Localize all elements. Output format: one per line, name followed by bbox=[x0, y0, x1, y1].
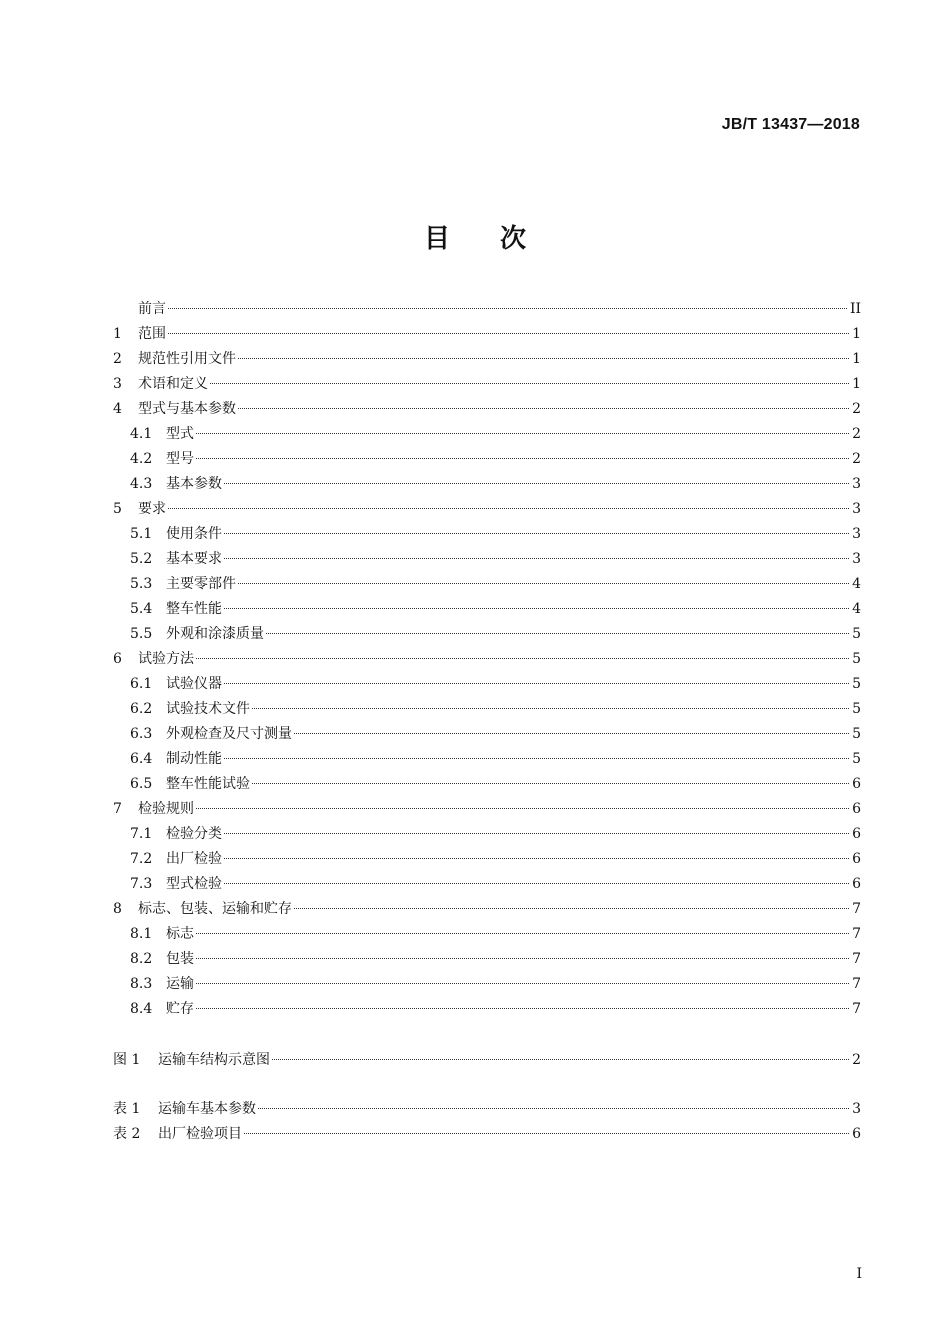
toc-entry-number: 6.4 bbox=[130, 751, 153, 767]
toc-entry-title: 型式 bbox=[166, 426, 194, 442]
toc-entry[interactable] bbox=[113, 497, 861, 522]
toc-entry-number: 5.4 bbox=[130, 601, 153, 617]
toc-entry[interactable] bbox=[113, 597, 861, 622]
toc-entry[interactable] bbox=[113, 1122, 861, 1147]
toc-entry[interactable] bbox=[113, 447, 861, 472]
toc-entry-number: 表 1 bbox=[113, 1101, 141, 1117]
dot-leader bbox=[224, 858, 849, 859]
toc-entry-title: 整车性能试验 bbox=[166, 776, 250, 792]
toc-entry-page: 6 bbox=[852, 851, 861, 867]
toc-entry-title: 运输 bbox=[166, 976, 194, 992]
toc-entry-title: 术语和定义 bbox=[138, 376, 208, 392]
toc-entry[interactable] bbox=[113, 722, 861, 747]
toc-entry-number: 7 bbox=[113, 801, 122, 817]
toc-entry[interactable] bbox=[113, 947, 861, 972]
toc-tables bbox=[113, 1097, 861, 1147]
toc-entry[interactable] bbox=[113, 922, 861, 947]
toc-entry[interactable] bbox=[113, 397, 861, 422]
toc-entry-title: 包装 bbox=[166, 951, 194, 967]
toc-figures bbox=[113, 1048, 861, 1073]
toc-entry-page: 3 bbox=[852, 501, 861, 517]
toc-sections bbox=[113, 297, 861, 1022]
toc-entry-number: 4.2 bbox=[130, 451, 153, 467]
toc-entry-title: 范围 bbox=[138, 326, 166, 342]
toc-entry-page: 4 bbox=[852, 601, 861, 617]
toc-entry[interactable] bbox=[113, 997, 861, 1022]
toc-entry-title: 标志、包装、运输和贮存 bbox=[138, 901, 292, 917]
dot-leader bbox=[224, 483, 849, 484]
toc-entry-title: 运输车基本参数 bbox=[158, 1101, 256, 1117]
toc-entry-page: 3 bbox=[852, 551, 861, 567]
toc-entry-number: 3 bbox=[113, 376, 122, 392]
toc-entry-number: 7.2 bbox=[130, 851, 153, 867]
dot-leader bbox=[252, 708, 849, 709]
toc-entry[interactable] bbox=[113, 472, 861, 497]
toc-entry-page: 7 bbox=[852, 901, 861, 917]
dot-leader bbox=[196, 933, 849, 934]
toc-entry-number: 5.5 bbox=[130, 626, 153, 642]
toc-entry-title: 出厂检验 bbox=[166, 851, 222, 867]
toc-entry-page: 6 bbox=[852, 1126, 861, 1142]
toc-entry-page: 2 bbox=[852, 426, 861, 442]
dot-leader bbox=[196, 808, 849, 809]
toc-entry[interactable] bbox=[113, 1097, 861, 1122]
dot-leader bbox=[196, 658, 849, 659]
toc-entry-title: 试验技术文件 bbox=[166, 701, 250, 717]
toc-entry-page: 5 bbox=[852, 701, 861, 717]
toc-entry[interactable] bbox=[113, 672, 861, 697]
page-title: 目次 bbox=[423, 224, 576, 254]
toc-entry-number: 6.5 bbox=[130, 776, 153, 792]
toc-entry-title: 出厂检验项目 bbox=[158, 1126, 242, 1142]
toc-entry-title: 使用条件 bbox=[166, 526, 222, 542]
page-number: I bbox=[856, 1266, 862, 1282]
toc-entry-number: 4 bbox=[113, 401, 122, 417]
toc-entry-number: 8.2 bbox=[130, 951, 153, 967]
dot-leader bbox=[196, 983, 849, 984]
toc-entry-title: 整车性能 bbox=[166, 601, 222, 617]
toc-entry-number: 5.3 bbox=[130, 576, 153, 592]
toc-entry-title: 型号 bbox=[166, 451, 194, 467]
toc-entry-title: 试验仪器 bbox=[166, 676, 222, 692]
toc-entry[interactable] bbox=[113, 822, 861, 847]
dot-leader bbox=[196, 958, 849, 959]
toc-entry-number: 4.3 bbox=[130, 476, 153, 492]
dot-leader bbox=[224, 883, 849, 884]
toc-entry-page: 1 bbox=[852, 326, 861, 342]
toc-entry[interactable] bbox=[113, 797, 861, 822]
dot-leader bbox=[224, 833, 849, 834]
toc-entry-title: 检验规则 bbox=[138, 801, 194, 817]
toc-entry-page: 3 bbox=[852, 526, 861, 542]
toc-entry-title: 试验方法 bbox=[138, 651, 194, 667]
toc-entry-page: 5 bbox=[852, 726, 861, 742]
toc-entry-title: 外观和涂漆质量 bbox=[166, 626, 264, 642]
toc-entry-page: 5 bbox=[852, 676, 861, 692]
toc-entry[interactable] bbox=[113, 1048, 861, 1073]
dot-leader bbox=[294, 908, 849, 909]
toc-entry-page: II bbox=[849, 301, 861, 317]
dot-leader bbox=[224, 683, 849, 684]
toc-entry-number: 5 bbox=[113, 501, 122, 517]
toc-entry[interactable] bbox=[113, 297, 861, 322]
toc-entry-title: 外观检查及尺寸测量 bbox=[166, 726, 292, 742]
toc-entry-title: 型式检验 bbox=[166, 876, 222, 892]
dot-leader bbox=[168, 333, 849, 334]
toc-entry-page: 3 bbox=[852, 476, 861, 492]
dot-leader bbox=[210, 383, 849, 384]
toc-entry[interactable] bbox=[113, 622, 861, 647]
toc-entry-title: 规范性引用文件 bbox=[138, 351, 236, 367]
toc-entry-page: 7 bbox=[852, 926, 861, 942]
dot-leader bbox=[196, 458, 849, 459]
toc-entry-page: 5 bbox=[852, 651, 861, 667]
toc-entry-number: 7.1 bbox=[130, 826, 153, 842]
toc-entry-number: 8.3 bbox=[130, 976, 153, 992]
toc-entry-number: 8.4 bbox=[130, 1001, 153, 1017]
toc-entry[interactable] bbox=[113, 372, 861, 397]
toc-entry-number: 8 bbox=[113, 901, 122, 917]
dot-leader bbox=[252, 783, 849, 784]
toc-entry-title: 型式与基本参数 bbox=[138, 401, 236, 417]
dot-leader bbox=[238, 408, 849, 409]
toc-entry[interactable] bbox=[113, 897, 861, 922]
toc-entry-page: 2 bbox=[852, 401, 861, 417]
toc-entry-page: 6 bbox=[852, 801, 861, 817]
dot-leader bbox=[168, 508, 849, 509]
toc-entry-number: 2 bbox=[113, 351, 122, 367]
toc-entry-title: 前言 bbox=[138, 301, 166, 317]
toc-entry[interactable] bbox=[113, 547, 861, 572]
toc-entry-number: 6.2 bbox=[130, 701, 153, 717]
dot-leader bbox=[272, 1059, 849, 1060]
toc-entry-page: 6 bbox=[852, 826, 861, 842]
dot-leader bbox=[168, 308, 847, 309]
toc-entry-page: 5 bbox=[852, 626, 861, 642]
toc-entry[interactable] bbox=[113, 347, 861, 372]
toc-entry[interactable] bbox=[113, 422, 861, 447]
toc-entry[interactable] bbox=[113, 847, 861, 872]
toc-entry-title: 贮存 bbox=[166, 1001, 194, 1017]
dot-leader bbox=[266, 633, 849, 634]
dot-leader bbox=[224, 558, 849, 559]
dot-leader bbox=[244, 1133, 849, 1134]
toc-entry[interactable] bbox=[113, 322, 861, 347]
toc-entry-page: 3 bbox=[852, 1101, 861, 1117]
toc-entry-page: 4 bbox=[852, 576, 861, 592]
toc-entry[interactable] bbox=[113, 572, 861, 597]
toc-entry[interactable] bbox=[113, 747, 861, 772]
toc-entry-title: 检验分类 bbox=[166, 826, 222, 842]
toc-entry-title: 主要零部件 bbox=[166, 576, 236, 592]
toc-entry-page: 6 bbox=[852, 876, 861, 892]
toc-entry-number: 表 2 bbox=[113, 1126, 141, 1142]
toc-entry-page: 7 bbox=[852, 1001, 861, 1017]
toc-entry[interactable] bbox=[113, 772, 861, 797]
dot-leader bbox=[258, 1108, 849, 1109]
toc-entry-page: 2 bbox=[852, 1052, 861, 1068]
toc-entry-page: 6 bbox=[852, 776, 861, 792]
table-of-contents bbox=[113, 297, 861, 1147]
toc-entry-number: 7.3 bbox=[130, 876, 153, 892]
toc-entry-page: 5 bbox=[852, 751, 861, 767]
dot-leader bbox=[294, 733, 849, 734]
toc-entry-number: 4.1 bbox=[130, 426, 153, 442]
toc-entry-number: 6 bbox=[113, 651, 122, 667]
toc-entry-page: 1 bbox=[852, 351, 861, 367]
dot-leader bbox=[224, 533, 849, 534]
toc-entry-number: 6.1 bbox=[130, 676, 153, 692]
dot-leader bbox=[224, 758, 849, 759]
dot-leader bbox=[224, 608, 849, 609]
toc-entry-number: 5.2 bbox=[130, 551, 153, 567]
toc-entry-page: 1 bbox=[852, 376, 861, 392]
dot-leader bbox=[238, 583, 849, 584]
toc-entry-page: 7 bbox=[852, 976, 861, 992]
standard-code: JB/T 13437—2018 bbox=[721, 116, 860, 133]
dot-leader bbox=[196, 1008, 849, 1009]
dot-leader bbox=[238, 358, 849, 359]
toc-entry-number: 8.1 bbox=[130, 926, 153, 942]
toc-entry-title: 要求 bbox=[138, 501, 166, 517]
toc-entry[interactable] bbox=[113, 872, 861, 897]
toc-entry[interactable] bbox=[113, 972, 861, 997]
toc-entry-number: 图 1 bbox=[113, 1052, 141, 1068]
toc-entry-page: 2 bbox=[852, 451, 861, 467]
toc-entry-number: 1 bbox=[113, 326, 122, 342]
toc-entry-number: 6.3 bbox=[130, 726, 153, 742]
toc-entry-title: 制动性能 bbox=[166, 751, 222, 767]
toc-entry[interactable] bbox=[113, 647, 861, 672]
toc-entry-title: 基本参数 bbox=[166, 476, 222, 492]
toc-entry-title: 标志 bbox=[166, 926, 194, 942]
toc-entry-title: 运输车结构示意图 bbox=[158, 1052, 270, 1068]
toc-entry-page: 7 bbox=[852, 951, 861, 967]
toc-entry[interactable] bbox=[113, 522, 861, 547]
toc-entry-title: 基本要求 bbox=[166, 551, 222, 567]
toc-entry[interactable] bbox=[113, 697, 861, 722]
dot-leader bbox=[196, 433, 849, 434]
toc-entry-number: 5.1 bbox=[130, 526, 153, 542]
